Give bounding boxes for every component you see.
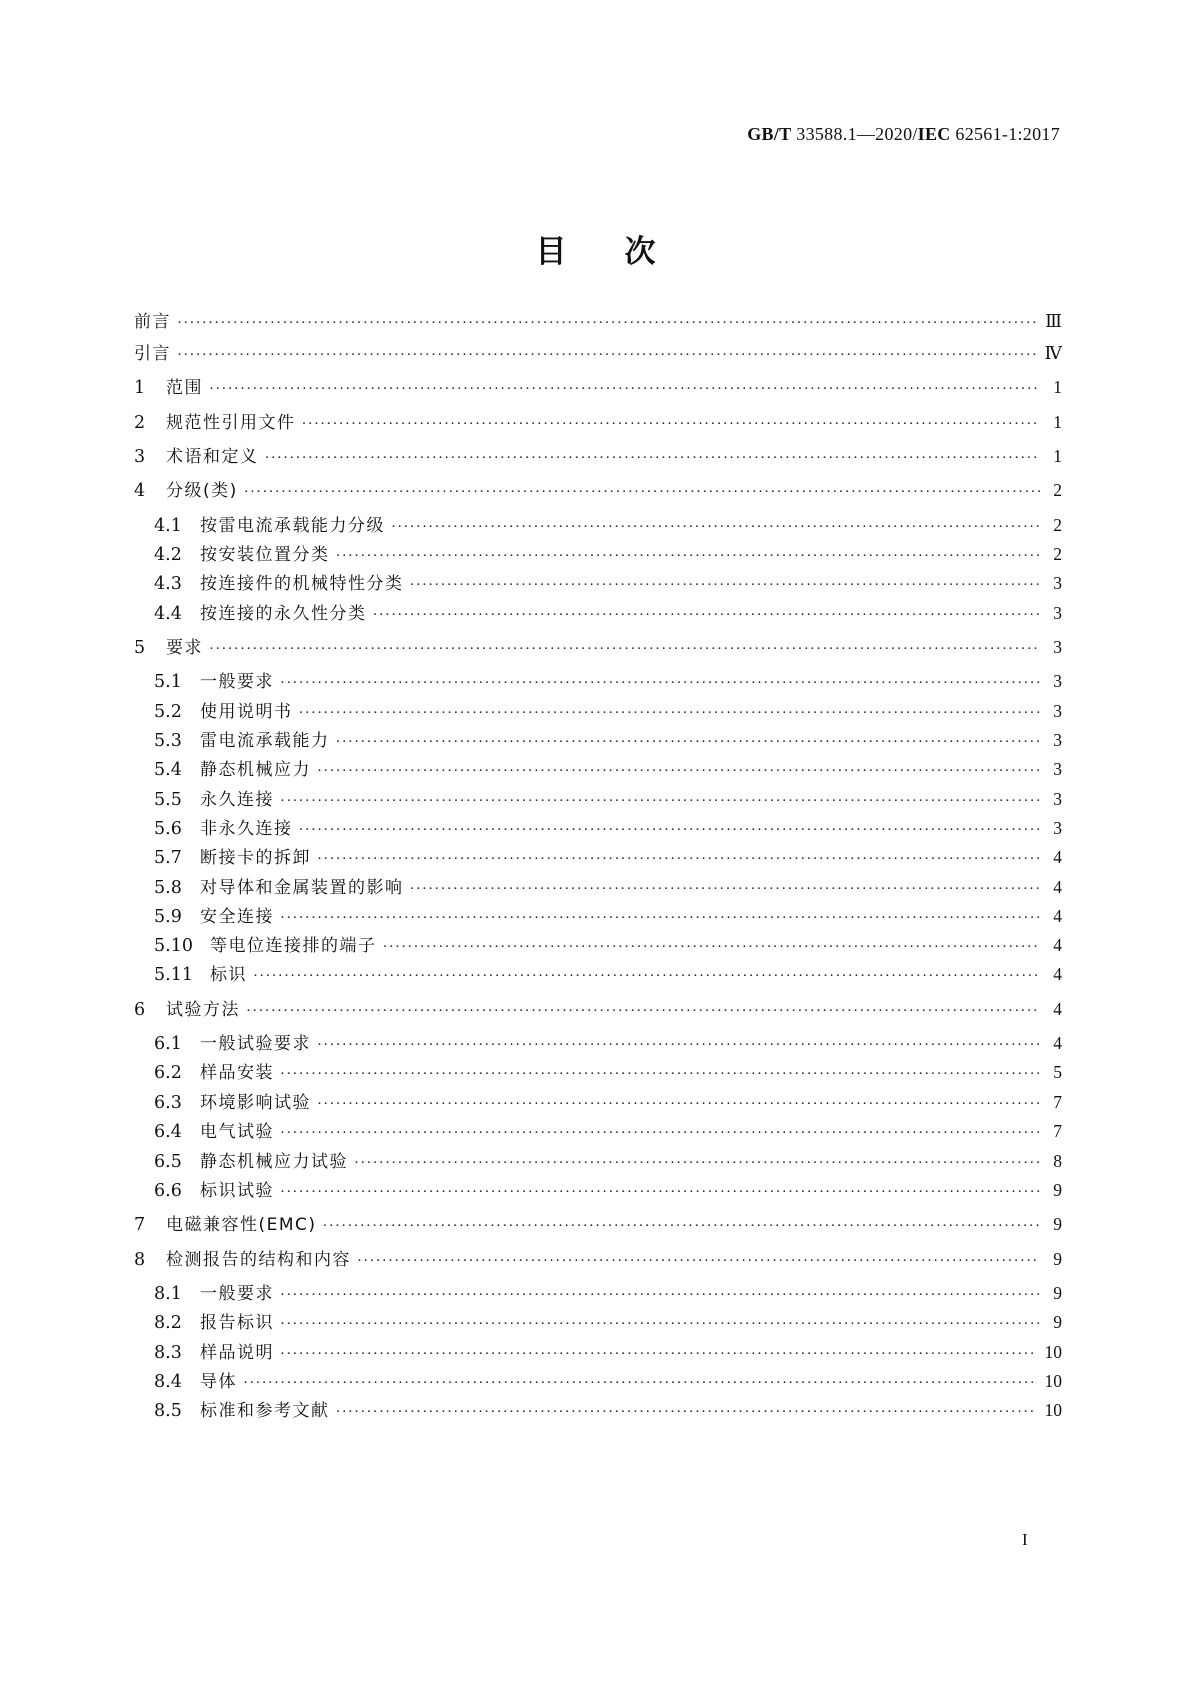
- toc-dot-leader: [299, 700, 1041, 726]
- toc-dot-leader: [280, 1341, 1037, 1367]
- toc-dot-leader: [336, 729, 1041, 755]
- toc-entry-label: 安全连接: [200, 907, 274, 927]
- toc-entry[interactable]: [134, 443, 1062, 469]
- toc-entry-number: 5.2: [154, 702, 182, 722]
- toc-dot-leader: [280, 670, 1040, 696]
- toc-entry[interactable]: [154, 698, 1062, 724]
- toc-entry-page: 3: [1053, 759, 1062, 779]
- toc-entry-number: 4.1: [154, 516, 182, 536]
- toc-entry-label: 导体: [200, 1372, 237, 1392]
- toc-dot-leader: [177, 310, 1037, 336]
- toc-entry-label: 报告标识: [200, 1313, 274, 1333]
- toc-dot-leader: [244, 479, 1040, 505]
- toc-entry-number: 5.5: [154, 790, 182, 810]
- toc-entry-page: 5: [1053, 1062, 1062, 1082]
- doc-code-rest: 33588.1—2020/: [791, 124, 918, 144]
- toc-entry-label: 样品安装: [200, 1063, 274, 1083]
- toc-entry-number: 5.11: [154, 965, 193, 985]
- toc-entry-page: 4: [1053, 1033, 1062, 1053]
- toc-entry-number: 4: [134, 481, 146, 501]
- toc-entry-label: 范围: [166, 378, 203, 398]
- toc-entry-number: 6.2: [154, 1063, 182, 1083]
- toc-entry-number: 3: [134, 447, 146, 467]
- toc-dot-leader: [177, 342, 1037, 368]
- toc-entry-number: 8.3: [154, 1343, 182, 1363]
- toc-entry-number: 6: [134, 1000, 146, 1020]
- toc-dot-leader: [410, 876, 1041, 902]
- toc-dot-leader: [383, 934, 1041, 960]
- toc-entry[interactable]: [154, 1280, 1062, 1306]
- toc-entry[interactable]: [154, 1368, 1062, 1394]
- toc-entry[interactable]: [154, 1089, 1062, 1115]
- toc-entry-label: 检测报告的结构和内容: [166, 1250, 351, 1270]
- toc-entry-page: 4: [1053, 999, 1062, 1019]
- toc-dot-leader: [280, 1120, 1040, 1146]
- toc-entry-number: 5.4: [154, 760, 182, 780]
- toc-dot-leader: [280, 788, 1040, 814]
- toc-entry-label: 静态机械应力试验: [200, 1152, 348, 1172]
- toc-entry-number: 1: [134, 378, 146, 398]
- toc-dot-leader: [336, 543, 1041, 569]
- toc-entry-page: Ⅲ: [1045, 311, 1062, 331]
- toc-entry[interactable]: [154, 1118, 1062, 1144]
- doc-code-bold: GB/T: [747, 124, 792, 144]
- toc-entry-label: 要求: [166, 638, 203, 658]
- toc-dot-leader: [317, 846, 1040, 872]
- toc-dot-leader: [336, 1399, 1037, 1425]
- toc-entry-number: 8.5: [154, 1401, 182, 1421]
- toc-entry-page: 3: [1053, 730, 1062, 750]
- toc-entry-number: 5.9: [154, 907, 182, 927]
- toc-dot-leader: [357, 1248, 1040, 1274]
- toc-dot-leader: [373, 602, 1041, 628]
- toc-entry-number: 5.10: [154, 936, 193, 956]
- toc-entry-number: 6.1: [154, 1034, 182, 1054]
- toc-entry-page: 3: [1053, 573, 1062, 593]
- toc-entry-label: 标准和参考文献: [200, 1401, 330, 1421]
- toc-dot-leader: [209, 376, 1040, 402]
- toc-entry-number: 2: [134, 413, 146, 433]
- toc-dot-leader: [299, 817, 1041, 843]
- toc-entry[interactable]: [154, 600, 1062, 626]
- toc-entry[interactable]: [154, 512, 1062, 538]
- toc-entry-page: 2: [1053, 544, 1062, 564]
- toc-entry[interactable]: [154, 756, 1062, 782]
- toc-entry-label: 雷电流承载能力: [200, 731, 330, 751]
- toc-entry[interactable]: [154, 668, 1062, 694]
- toc-entry-page: 1: [1053, 412, 1062, 432]
- toc-entry-page: 3: [1053, 701, 1062, 721]
- toc-entry-page: 3: [1053, 637, 1062, 657]
- toc-entry-page: 10: [1044, 1342, 1062, 1362]
- page-number: I: [1022, 1530, 1028, 1549]
- toc-entry-number: 6.4: [154, 1122, 182, 1142]
- toc-entry-page: 1: [1053, 377, 1062, 397]
- toc-entry-page: 7: [1053, 1092, 1062, 1112]
- toc-entry[interactable]: [154, 541, 1062, 567]
- toc-entry-page: 9: [1053, 1249, 1062, 1269]
- toc-entry-number: 5.1: [154, 672, 182, 692]
- toc-entry-label: 标识试验: [200, 1181, 274, 1201]
- toc-entry-number: 5.7: [154, 848, 182, 868]
- toc-dot-leader: [317, 758, 1040, 784]
- toc-entry-number: 4.3: [154, 574, 182, 594]
- toc-entry-page: 4: [1053, 877, 1062, 897]
- toc-entry-label: 环境影响试验: [200, 1093, 311, 1113]
- toc-entry-number: 5.6: [154, 819, 182, 839]
- toc-entry[interactable]: [154, 903, 1062, 929]
- toc-entry[interactable]: [154, 727, 1062, 753]
- toc-entry-page: 3: [1053, 671, 1062, 691]
- toc-entry[interactable]: [134, 477, 1062, 503]
- document-code: [747, 124, 1060, 145]
- toc-entry[interactable]: [154, 570, 1062, 596]
- toc-entry[interactable]: [134, 1211, 1062, 1237]
- toc-entry-page: 7: [1053, 1121, 1062, 1141]
- toc-entry-page: 9: [1053, 1312, 1062, 1332]
- toc-entry-page: 10: [1044, 1371, 1062, 1391]
- toc-entry-label: 静态机械应力: [200, 760, 311, 780]
- toc-entry-label: 非永久连接: [200, 819, 293, 839]
- toc-dot-leader: [302, 411, 1041, 437]
- toc-dot-leader: [246, 998, 1040, 1024]
- toc-entry-page: Ⅳ: [1044, 343, 1062, 363]
- toc-entry-page: 3: [1053, 603, 1062, 623]
- toc-entry-page: 4: [1053, 847, 1062, 867]
- toc-entry-label: 样品说明: [200, 1343, 274, 1363]
- toc-entry[interactable]: [134, 374, 1062, 400]
- toc-entry-label: 按安装位置分类: [200, 545, 330, 565]
- toc-entry[interactable]: [134, 1246, 1062, 1272]
- toc-entry-label: 电气试验: [200, 1122, 274, 1142]
- toc-dot-leader: [410, 572, 1041, 598]
- toc-entry-page: 4: [1053, 935, 1062, 955]
- toc-entry-label: 对导体和金属装置的影响: [200, 878, 404, 898]
- toc-dot-leader: [209, 636, 1040, 662]
- toc-entry-number: 5.8: [154, 878, 182, 898]
- toc-dot-leader: [354, 1150, 1040, 1176]
- doc-iec-bold: IEC: [917, 124, 951, 144]
- toc-entry[interactable]: [154, 1148, 1062, 1174]
- toc-entry[interactable]: [154, 1177, 1062, 1203]
- toc-entry-number: 7: [134, 1215, 146, 1235]
- toc-entry-page: 2: [1053, 515, 1062, 535]
- toc-entry-page: 9: [1053, 1283, 1062, 1303]
- toc-dot-leader: [280, 905, 1040, 931]
- toc-dot-leader: [280, 1061, 1040, 1087]
- toc-entry-label: 规范性引用文件: [166, 413, 296, 433]
- toc-dot-leader: [280, 1179, 1040, 1205]
- toc-entry[interactable]: [134, 340, 1062, 366]
- toc-entry-label: 使用说明书: [200, 702, 293, 722]
- toc-dot-leader: [280, 1311, 1040, 1337]
- toc-entry[interactable]: [154, 1309, 1062, 1335]
- toc-dot-leader: [391, 514, 1040, 540]
- toc-entry-page: 4: [1053, 964, 1062, 984]
- toc-entry[interactable]: [154, 961, 1062, 987]
- toc-entry-label: 永久连接: [200, 790, 274, 810]
- doc-iec-rest: 62561-1:2017: [950, 124, 1060, 144]
- toc-entry-label: 断接卡的拆卸: [200, 848, 311, 868]
- toc-dot-leader: [253, 963, 1040, 989]
- toc-entry-label: 按连接的永久性分类: [200, 604, 367, 624]
- toc-entry-page: 2: [1053, 480, 1062, 500]
- toc-entry-label: 引言: [134, 344, 171, 364]
- toc-entry[interactable]: [154, 1339, 1062, 1365]
- toc-entry-label: 术语和定义: [166, 447, 259, 467]
- toc-dot-leader: [317, 1032, 1040, 1058]
- toc-entry-number: 6.5: [154, 1152, 182, 1172]
- toc-dot-leader: [265, 445, 1041, 471]
- toc-entry-label: 试验方法: [166, 1000, 240, 1020]
- toc-entry[interactable]: [134, 308, 1062, 334]
- toc-entry-number: 8.4: [154, 1372, 182, 1392]
- toc-entry-label: 等电位连接排的端子: [210, 936, 377, 956]
- toc-entry-label: 一般试验要求: [200, 1034, 311, 1054]
- toc-entry[interactable]: [134, 634, 1062, 660]
- toc-entry[interactable]: [154, 1030, 1062, 1056]
- toc-entry[interactable]: [154, 815, 1062, 841]
- toc-entry-number: 4.4: [154, 604, 182, 624]
- toc-entry-page: 8: [1053, 1151, 1062, 1171]
- toc-entry-label: 标识: [210, 965, 247, 985]
- toc-entry[interactable]: [154, 932, 1062, 958]
- toc-entry-page: 3: [1053, 818, 1062, 838]
- toc-entry-number: 5.3: [154, 731, 182, 751]
- toc-entry[interactable]: [154, 1059, 1062, 1085]
- toc-entry-number: 8: [134, 1250, 146, 1270]
- page-title: 目次: [535, 234, 714, 270]
- toc-entry-label: 按雷电流承载能力分级: [200, 516, 385, 536]
- toc-entry-number: 5: [134, 638, 146, 658]
- toc-entry-label: 分级(类): [166, 481, 238, 501]
- toc-entry-number: 8.1: [154, 1284, 182, 1304]
- toc-entry-page: 10: [1044, 1400, 1062, 1420]
- toc-entry[interactable]: [154, 1397, 1062, 1423]
- toc-entry-number: 6.6: [154, 1181, 182, 1201]
- toc-entry-label: 一般要求: [200, 1284, 274, 1304]
- toc-entry-page: 9: [1053, 1180, 1062, 1200]
- toc-entry[interactable]: [134, 996, 1062, 1022]
- toc-entry-label: 一般要求: [200, 672, 274, 692]
- toc-entry[interactable]: [154, 844, 1062, 870]
- toc-dot-leader: [323, 1213, 1040, 1239]
- toc-entry[interactable]: [154, 874, 1062, 900]
- toc-entry-page: 9: [1053, 1214, 1062, 1234]
- toc-entry-label: 前言: [134, 312, 171, 332]
- toc-dot-leader: [243, 1370, 1037, 1396]
- toc-dot-leader: [280, 1282, 1040, 1308]
- toc-entry-number: 4.2: [154, 545, 182, 565]
- toc-entry-page: 4: [1053, 906, 1062, 926]
- toc-entry[interactable]: [134, 409, 1062, 435]
- toc-entry[interactable]: [154, 786, 1062, 812]
- toc-entry-number: 6.3: [154, 1093, 182, 1113]
- toc-dot-leader: [317, 1091, 1040, 1117]
- toc-entry-page: 1: [1053, 446, 1062, 466]
- toc-entry-label: 按连接件的机械特性分类: [200, 574, 404, 594]
- toc-entry-page: 3: [1053, 789, 1062, 809]
- toc-entry-label: 电磁兼容性(EMC): [166, 1215, 317, 1235]
- toc-entry-number: 8.2: [154, 1313, 182, 1333]
